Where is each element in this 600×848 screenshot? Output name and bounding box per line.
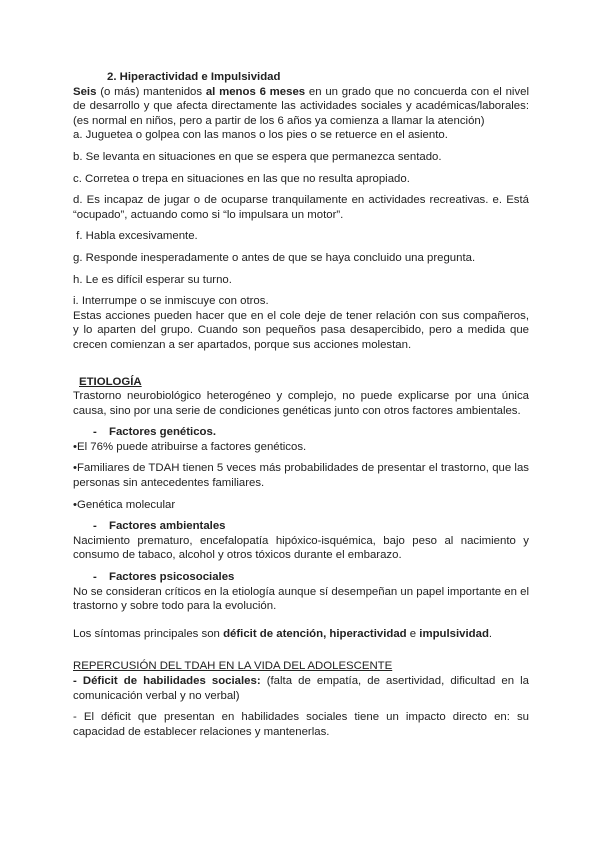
repercusion-bold: - Déficit de habilidades sociales: bbox=[73, 675, 261, 687]
bullet-item: •Familiares de TDAH tienen 5 veces más probabilidades de presentar el trastorno, que las personas sin antecedentes familiares. bbox=[73, 462, 529, 490]
sintomas-text-2: e bbox=[406, 627, 420, 640]
etiologia-heading: ETIOLOGÍA bbox=[79, 375, 142, 388]
factores-psicosociales-label: Factores psicosociales bbox=[109, 571, 235, 584]
repercusion-text: (falta de empatía, de asertividad, dificultad en la comunicación verbal y no verbal) bbox=[73, 675, 529, 702]
document-page bbox=[73, 70, 529, 739]
list-item: a. Juguetea o golpea con las manos o los pies o se retuerce en el asiento. bbox=[73, 129, 448, 142]
factores-ambientales-label: Factores ambientales bbox=[109, 520, 226, 533]
section-closing: Estas acciones pueden hacer que en el cole deje de tener relación con sus compañeros, y lo aparten del grupo. Cuando son pequeños pasa desapercibido, pero a medida que crecen comienzan a ser apartados, porque sus acciones molestan. bbox=[73, 309, 529, 351]
sintomas-text-3: . bbox=[488, 627, 493, 640]
intro-bold-seis: Seis bbox=[73, 85, 97, 98]
factores-geneticos-label: Factores genéticos. bbox=[109, 426, 216, 439]
factores-psicosociales-title bbox=[73, 570, 529, 585]
dash-marker: - bbox=[93, 571, 97, 584]
list-item: b. Se levanta en situaciones en que se espera que permanezca sentado. bbox=[73, 150, 442, 163]
sintomas-bold-1: déficit de atención, hiperactividad bbox=[223, 627, 407, 640]
factores-psicosociales-text: No se consideran críticos en la etiología aunque sí desempeñan un papel importante en el trastorno y sobre todo para la evolución. bbox=[73, 585, 529, 613]
section-title: 2. Hiperactividad e Impulsividad bbox=[107, 71, 281, 83]
intro-text-1: (o más) mantenidos bbox=[96, 85, 206, 98]
sintomas-principales bbox=[73, 627, 529, 642]
bullet-item: •El 76% puede atribuirse a factores genéticos. bbox=[73, 440, 307, 453]
dash-marker: - bbox=[93, 520, 97, 533]
repercusion-paragraph-2: - El déficit que presentan en habilidades sociales tiene un impacto directo en: su capacidad de establecer relaciones y mantenerlas. bbox=[73, 711, 529, 738]
intro-text-2: en un grado que no concuerda con el nivel de desarrollo y que afecta directamente las actividades sociales y académicas/laborales: (es normal en niños, pero a partir de los 6 años ya comienza a llamar la atención) bbox=[73, 85, 529, 127]
factores-geneticos-title bbox=[73, 425, 529, 440]
intro-bold-meses: al menos 6 meses bbox=[205, 85, 306, 98]
list-item: f. Habla excesivamente. bbox=[73, 230, 198, 243]
list-item: i. Interrumpe o se inmiscuye con otros. bbox=[73, 295, 269, 308]
sintomas-bold-2: impulsividad bbox=[419, 627, 489, 640]
repercusion-heading: REPERCUSIÓN DEL TDAH EN LA VIDA DEL ADOLESCENTE bbox=[73, 660, 393, 673]
list-item: h. Le es difícil esperar su turno. bbox=[73, 273, 232, 286]
section-intro bbox=[73, 85, 529, 129]
list-item: d. Es incapaz de jugar o de ocuparse tranquilamente en actividades recreativas. e. Está “ocupado”, actuando como si “lo impulsara un motor”. bbox=[73, 194, 529, 221]
etiologia-intro: Trastorno neurobiológico heterogéneo y complejo, no puede explicarse por una única causa, sino por una serie de condiciones genéticas junto con otros factores ambientales. bbox=[73, 390, 529, 417]
list-item: c. Corretea o trepa en situaciones en las que no resulta apropiado. bbox=[73, 172, 410, 185]
sintomas-text-1: Los síntomas principales son bbox=[73, 627, 224, 640]
bullet-item: •Genética molecular bbox=[73, 498, 176, 511]
list-item: g. Responde inesperadamente o antes de que se haya concluido una pregunta. bbox=[73, 251, 476, 264]
repercusion-paragraph-1 bbox=[73, 674, 529, 703]
factores-ambientales-title bbox=[73, 519, 529, 534]
factores-ambientales-text: Nacimiento prematuro, encefalopatía hipóxico-isquémica, bajo peso al nacimiento y consumo de tabaco, alcohol y otros tóxicos durante el embarazo. bbox=[73, 534, 529, 562]
dash-marker: - bbox=[93, 426, 97, 439]
